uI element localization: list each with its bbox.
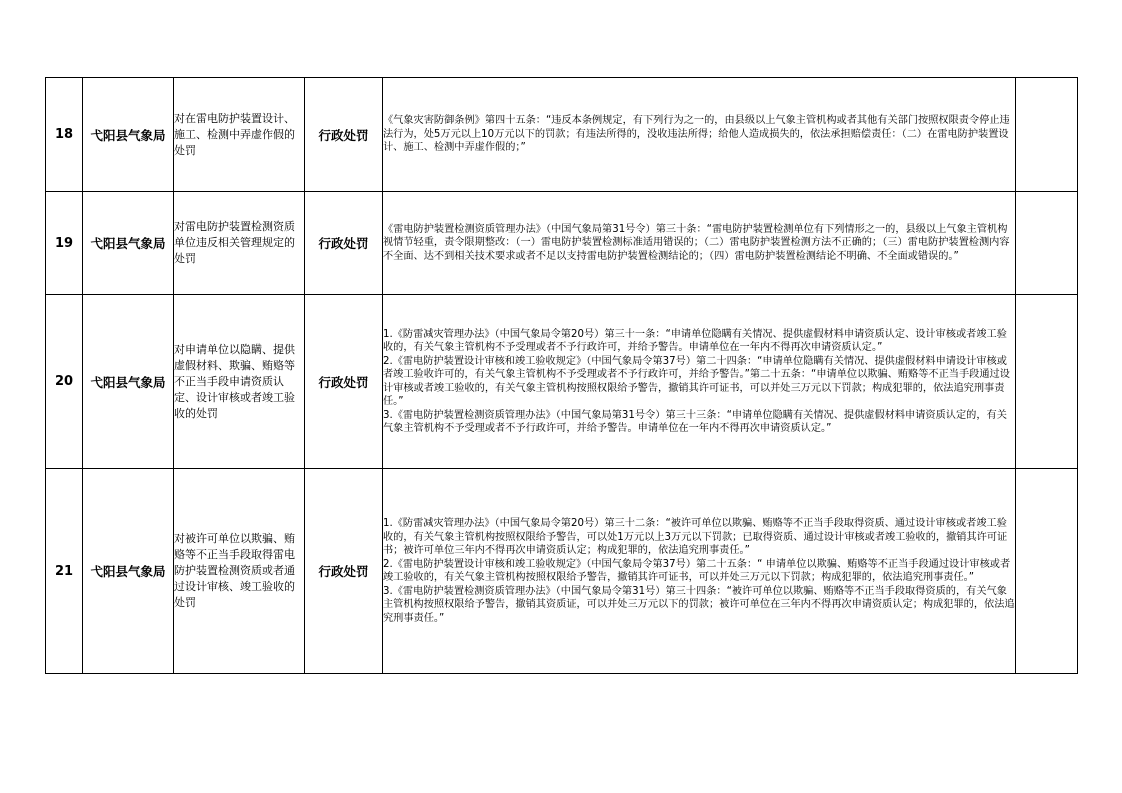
legal-basis-clause: 2.《雷电防护装置设计审核和竣工验收规定》（中国气象局令第37号）第二十五条：“ 申请单位以欺骗、贿赂等不正当手段通过设计审核或者竣工验收的，有关气象主管机构按照权限给予警告，撤销其许可证书，可以并处三万元以下罚款；构成犯罪的，依法追究刑事责任。” — [383, 558, 1011, 583]
table-row — [46, 192, 1078, 295]
department-name: 弋阳县气象局 — [83, 295, 174, 469]
item-name: 对雷电防护装置检测资质单位违反相关管理规定的处罚 — [174, 192, 305, 295]
table-row — [46, 469, 1078, 674]
legal-basis-text: 《雷电防护装置检测资质管理办法》（中国气象局第31号令）第三十条：“雷电防护装置检测单位有下列情形之一的，县级以上气象主管机构视情节轻重，责令限期整改：（一）雷电防护装置检测标准适用错误的；（二）雷电防护装置检测方法不正确的；（三）雷电防护装置检测内容不全面、达不到相关技术要求或者不足以支持雷电防护装置检测结论的；（四）雷电防护装置检测结论不明确、不全面或错误的。” — [383, 223, 1010, 262]
legal-basis-clause: 1.《防雷减灾管理办法》（中国气象局令第20号）第三十二条：“被许可单位以欺骗、贿赂等不正当手段取得资质、通过设计审核或者竣工验收的，有关气象主管机构按照权限给予警告，可以处1万元以上3万元以下罚款；已取得资质、通过设计审核或者竣工验收的，撤销其许可证书；被许可单位三年内不得再次申请资质认定；构成犯罪的，依法追究刑事责任。” — [383, 518, 1008, 556]
legal-basis-text: 《气象灾害防御条例》第四十五条：“违反本条例规定，有下列行为之一的，由县级以上气象主管机构或者其他有关部门按照权限责令停止违法行为，处5万元以上10万元以下的罚款；有违法所得的，没收违法所得；给他人造成损失的，依法承担赔偿责任：（二）在雷电防护装置设计、施工、检测中弄虚作假的；” — [383, 115, 1010, 154]
item-category: 行政处罚 — [305, 78, 383, 192]
item-category: 行政处罚 — [305, 295, 383, 469]
row-number: 20 — [46, 295, 83, 469]
table-row — [46, 78, 1078, 192]
department-name: 弋阳县气象局 — [83, 192, 174, 295]
row-number: 19 — [46, 192, 83, 295]
legal-basis — [383, 295, 1016, 469]
department-name: 弋阳县气象局 — [83, 78, 174, 192]
table-row — [46, 295, 1078, 469]
legal-basis-clause: 1.《防雷减灾管理办法》（中国气象局令第20号）第三十一条：“申请单位隐瞒有关情况、提供虚假材料申请资质认定、设计审核或者竣工验收的，有关气象主管机构不予受理或者不予行政许可，并给予警告。申请单位在一年内不得再次申请资质认定。” — [383, 328, 1007, 353]
remarks-cell — [1016, 295, 1078, 469]
legal-basis — [383, 192, 1016, 295]
item-name: 对被许可单位以欺骗、贿赂等不正当手段取得雷电防护装置检测资质或者通过设计审核、竣工验收的处罚 — [174, 469, 305, 674]
item-name: 对在雷电防护装置设计、施工、检测中弄虚作假的处罚 — [174, 78, 305, 192]
legal-basis — [383, 78, 1016, 192]
penalty-table — [45, 77, 1078, 674]
legal-basis — [383, 469, 1016, 674]
item-name: 对申请单位以隐瞒、提供虚假材料、欺骗、贿赂等不正当手段申请资质认定、设计审核或者竣工验收的处罚 — [174, 295, 305, 469]
remarks-cell — [1016, 469, 1078, 674]
row-number: 21 — [46, 469, 83, 674]
legal-basis-clause: 3.《雷电防护装置检测资质管理办法》（中国气象局令第31号）第三十四条：“被许可单位以欺骗、贿赂等不正当手段取得资质的，有关气象主管机构按照权限给予警告，撤销其资质证，可以并处三万元以下的罚款；被许可单位在三年内不得再次申请资质认定；构成犯罪的，依法追究刑事责任。” — [383, 585, 1015, 624]
remarks-cell — [1016, 192, 1078, 295]
remarks-cell — [1016, 78, 1078, 192]
row-number: 18 — [46, 78, 83, 192]
item-category: 行政处罚 — [305, 469, 383, 674]
legal-basis-clause: 2.《雷电防护装置设计审核和竣工验收规定》（中国气象局令第37号）第二十四条：“申请单位隐瞒有关情况、提供虚假材料申请设计审核或者竣工验收许可的，有关气象主管机构不予受理或者不予行政许可，并给予警告。”第二十五条：“申请单位以欺骗、贿赂等不正当手段通过设计审核或者竣工验收的，有关气象主管机构按照权限给予警告，撤销其许可证书，可以并处三万元以下罚款；构成犯罪的，依法追究刑事责任。” — [383, 355, 1010, 407]
item-category: 行政处罚 — [305, 192, 383, 295]
legal-basis-clause: 3.《雷电防护装置检测资质管理办法》（中国气象局第31号令）第三十三条：“申请单位隐瞒有关情况、提供虚假材料申请资质认定的，有关气象主管机构不予受理或者不予行政许可，并给予警告。申请单位在一年内不得再次申请资质认定。” — [383, 409, 1007, 434]
department-name: 弋阳县气象局 — [83, 469, 174, 674]
